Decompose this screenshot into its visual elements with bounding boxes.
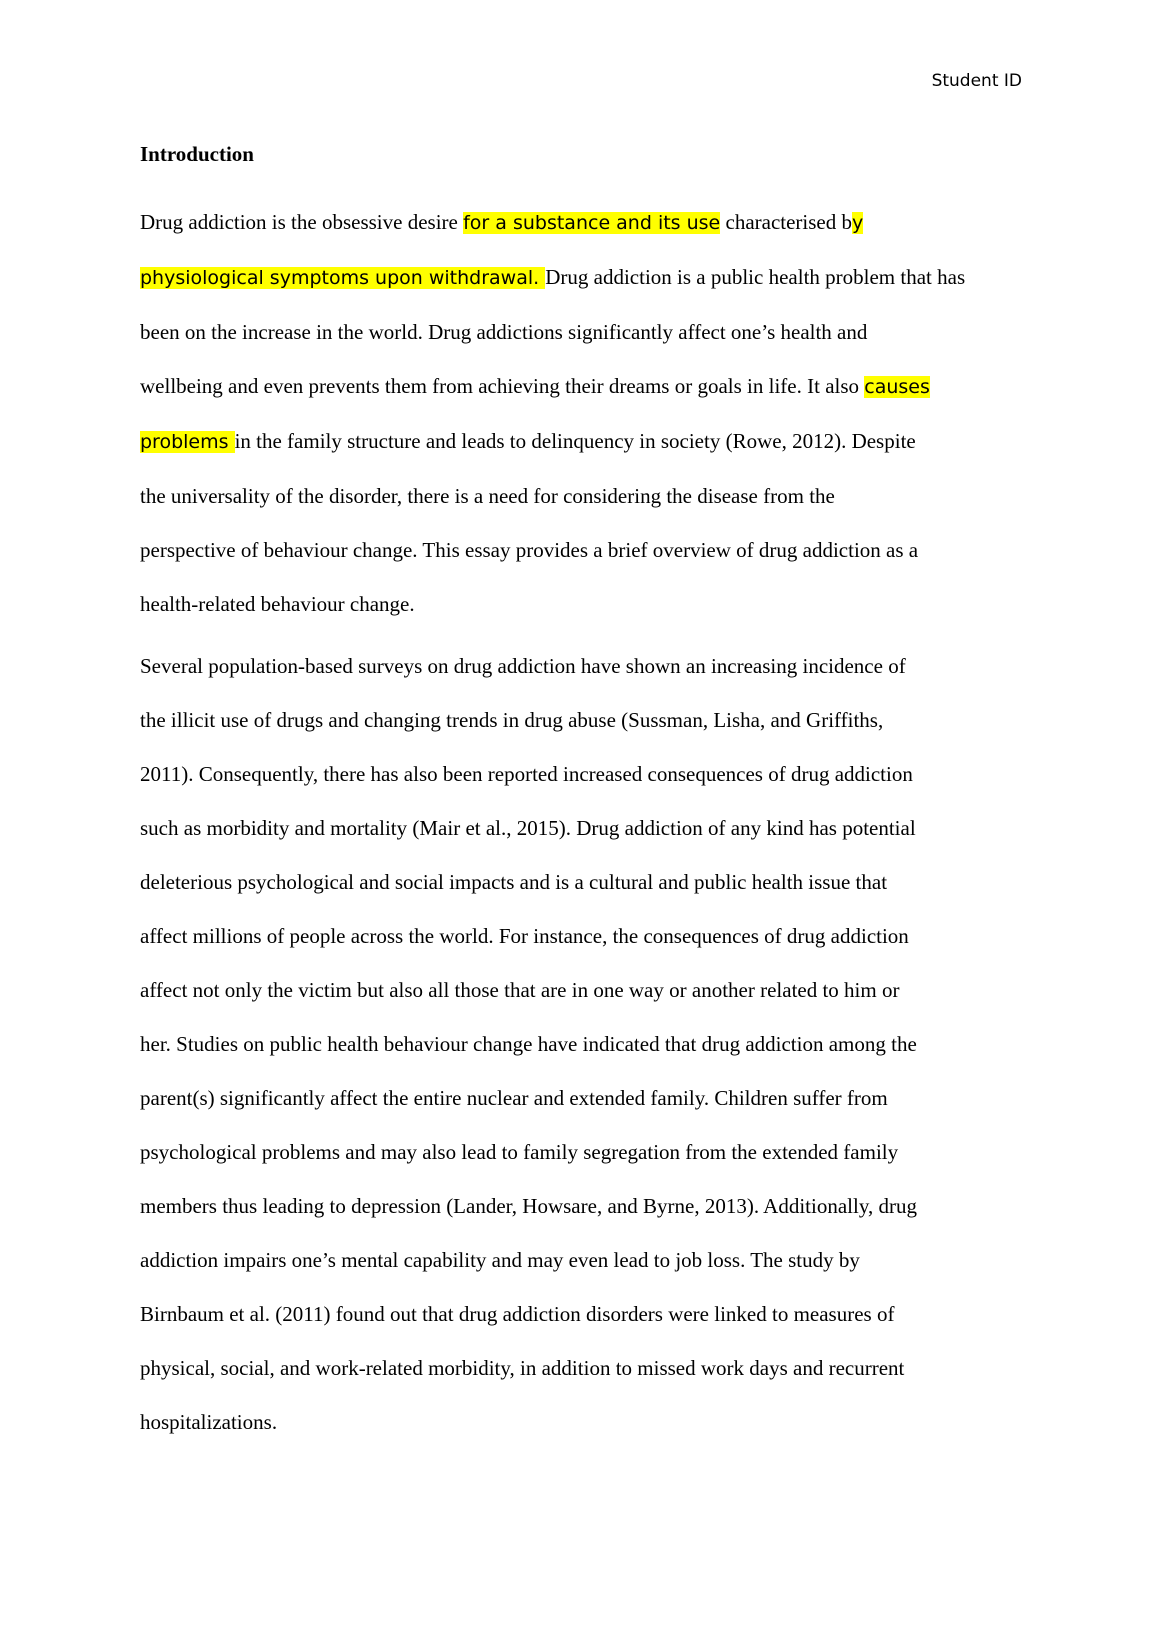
text-run: wellbeing and even prevents them from achieving their dreams or goals in life. It also — [140, 374, 865, 398]
paragraph-line: been on the increase in the world. Drug addictions significantly affect one’s health and — [140, 320, 868, 344]
paragraph-line: the universality of the disorder, there is a need for considering the disease from the — [140, 484, 835, 508]
paragraph-line: deleterious psychological and social impacts and is a cultural and public health issue that — [140, 870, 888, 894]
paragraph-line: 2011). Consequently, there has also been reported increased consequences of drug addiction — [140, 762, 913, 786]
highlighted-text: problems — [140, 431, 235, 453]
paragraph-line: affect not only the victim but also all those that are in one way or another related to him or — [140, 978, 900, 1002]
paragraph-line: psychological problems and may also lead to family segregation from the extended family — [140, 1140, 899, 1164]
section-heading: Introduction — [140, 142, 254, 166]
paragraph-line — [140, 195, 1020, 250]
paragraph-1 — [140, 195, 1020, 631]
paragraph-line: physical, social, and work-related morbidity, in addition to missed work days and recurrent — [140, 1356, 905, 1380]
paragraph-line: addiction impairs one’s mental capability and may even lead to job loss. The study by — [140, 1248, 860, 1272]
paragraph-line: such as morbidity and mortality (Mair et al., 2015). Drug addiction of any kind has potential — [140, 816, 916, 840]
text-run: Drug addiction is a public health problem that has — [545, 265, 966, 289]
paragraph-line: parent(s) significantly affect the entire nuclear and extended family. Children suffer from — [140, 1086, 888, 1110]
paragraph-line: hospitalizations. — [140, 1410, 278, 1434]
paragraph-line: affect millions of people across the world. For instance, the consequences of drug addiction — [140, 924, 909, 948]
text-run: in the family structure and leads to delinquency in society (Rowe, 2012). Despite — [234, 429, 916, 453]
paragraph-2 — [140, 639, 1020, 1449]
header-student-id: Student ID — [931, 71, 1022, 91]
highlighted-text: physiological symptoms upon withdrawal. — [140, 267, 546, 289]
paragraph-line: members thus leading to depression (Lander, Howsare, and Byrne, 2013). Additionally, drug — [140, 1194, 917, 1218]
highlighted-text: y — [852, 212, 864, 234]
paragraph-line — [140, 250, 1020, 305]
paragraph-line — [140, 414, 1020, 469]
paragraph-line — [140, 359, 1020, 414]
text-run: characterised b — [720, 210, 853, 234]
text-run: Drug addiction is the obsessive desire — [140, 210, 464, 234]
highlighted-text: causes — [864, 376, 930, 398]
paragraph-line: her. Studies on public health behaviour change have indicated that drug addiction among the — [140, 1032, 917, 1056]
paragraph-line: health-related behaviour change. — [140, 592, 415, 616]
paragraph-line: Several population-based surveys on drug addiction have shown an increasing incidence of — [140, 654, 906, 678]
paragraph-line: perspective of behaviour change. This essay provides a brief overview of drug addiction as a — [140, 538, 919, 562]
paragraph-line: Birnbaum et al. (2011) found out that drug addiction disorders were linked to measures of — [140, 1302, 895, 1326]
highlighted-text: for a substance and its use — [463, 212, 721, 234]
paragraph-line: the illicit use of drugs and changing trends in drug abuse (Sussman, Lisha, and Griffiths, — [140, 708, 884, 732]
